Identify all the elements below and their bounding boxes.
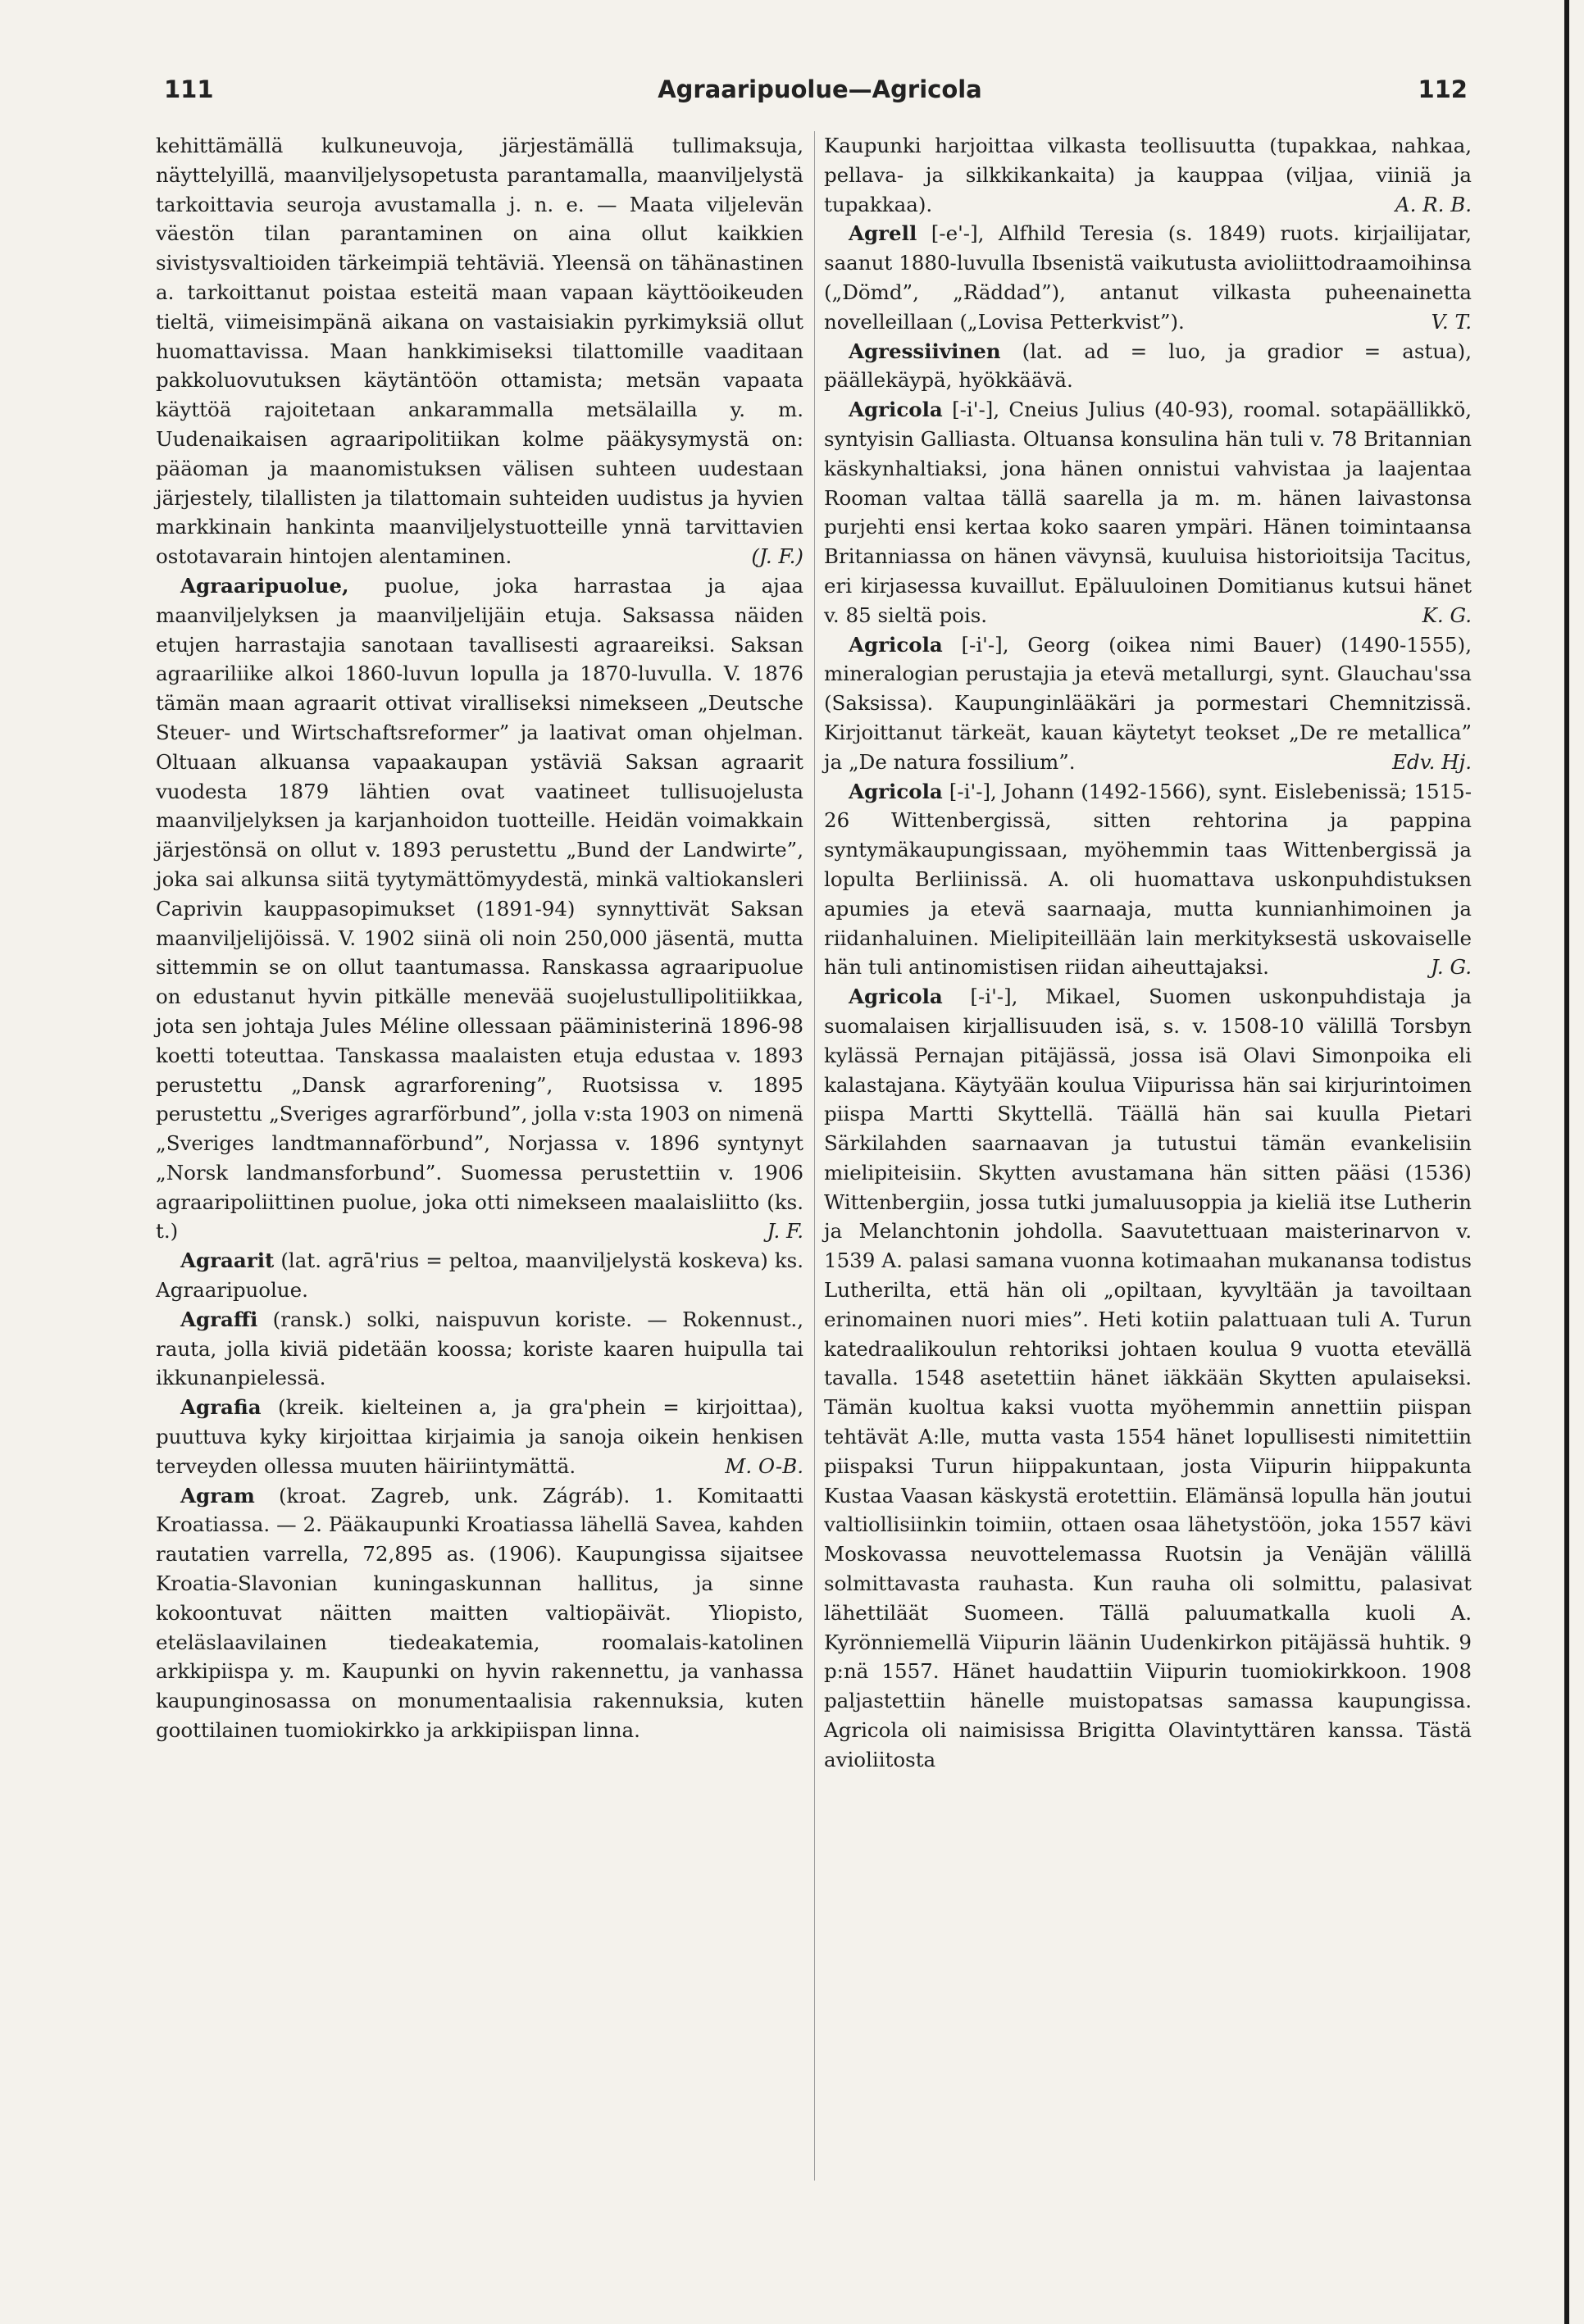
entry-text: puolue, joka harrastaa ja ajaa maanviljelyksen ja maanviljelijäin etuja. Saksassa näiden etujen harrastajia sanotaan tavallisesti agraareiksi. Saksan agraariliike alkoi 1860-luvun lopulla ja 1870-luvulla. V. 1876 tämän maan agraarit ottivat viralliseksi nimekseen „Deutsche Steuer- und Wirtschaftsreformer” ja laativat oman ohjelman. Oltuaan alkuansa vapaakaupan ystäviä Saksan agraarit vuodesta 1879 lähtien ovat vaatineet tullisuojelusta maanviljelyksen ja karjanhoidon tuotteille. Heidän voimakkain järjestönsä on ollut v. 1893 perustettu „Bund der Landwirte”, joka sai alkunsa siitä tyytymättömyydestä, minkä valtiokansleri Caprivin kauppasopimukset (1891-94) synnyttivät Saksan maanviljelijöissä. V. 1902 siinä oli noin 250,000 jäsentä, mutta sittemmin se on ollut taantumassa. Ranskassa agraaripuolue on edustanut hyvin pitkälle menevää suojelustullipolitiikkaa, jota sen johtaja Jules Méline ollessaan pääministerinä 1896-98 koetti toteuttaa. Tanskassa maalaisten etuja edustaa v. 1893 perustettu „Dansk agrarforening”, Ruotsissa v. 1895 perustettu „Sveriges agrarförbund”, jolla v:sta 1903 on nimenä „Sveriges landtmannaförbund”, Norjassa v. 1896 syntynyt „Norsk landmansforbund”. Suomessa perustettiin v. 1906 agraaripoliittinen puolue, joka otti nimekseen maalaisliitto (ks. t.) (156, 573, 803, 1244)
entry-headword: Agrell (849, 221, 917, 246)
entry-continuation (824, 131, 1472, 219)
entry-signature: K. G. (1422, 603, 1472, 627)
entry-text: kehittämällä kulkuneuvoja, järjestämällä tullimaksuja, näyttelyillä, maanviljelysopetusta parantamalla, maanviljelystä tarkoittavia seuroja avustamalla j. n. e. — Maata viljelevän väestön tilan parantaminen on aina ollut kaikkien sivistysvaltioiden tärkeimpiä tehtäviä. Yleensä on tähänastinen a. tarkoittanut poistaa esteitä maan vapaan käyttöoikeuden tieltä, viimeisimpänä aikana on vastaisiakin pyrkimyksiä ollut huomattavissa. Maan hankkimiseksi tilattomille vaaditaan pakkoluovutuksen käytäntöön ottamista; metsän vapaata käyttöä rajoitetaan ankarammalla metsälailla y. m. Uudenaikaisen agraaripolitiikan kolme pääkysymystä on: pääoman ja maanomistuksen välisen suhteen uudestaan järjestely, tilallisten ja tilattomain suhteiden uudistus ja hyvien markkinain hankinta maanviljelystuotteille ynnä tarvittavien ostotavarain hintojen alentaminen. (156, 134, 803, 569)
entry-agrafia (156, 1393, 803, 1480)
entry-text: [-i'-], Mikael, Suomen uskonpuhdistaja ja suomalaisen kirjallisuuden isä, s. v. 1508-10 välillä Torsbyn kylässä Pernajan pitäjässä, jossa isä Olavi Simonpoika eli kalastajana. Käytyään koulua Viipurissa hän sai kirjurintoimen piispa Martti Skyttellä. Täällä hän sai kuulla Pietari Särkilahden saarnaavan ja tutustui tämän evankelisiin mielipiteisiin. Skytten avustamana hän sitten pääsi (1536) Wittenbergiin, jossa tutki jumaluusoppia ja kieliä itse Lutherin ja Melanchtonin johdolla. Saavutettuaan maisterinarvon v. 1539 A. palasi samana vuonna kotimaahan mukanansa todistus Lutherilta, että hän oli „opiltaan, kyvyltään ja tavoiltaan erinomainen nuori mies”. Heti kotiin palattuaan tuli A. Turun katedraalikoulun rehtoriksi johtaen koulua 9 vuotta etevällä tavalla. 1548 asetettiin hänet iäkkään Skytten apulaiseksi. Tämän kuoltua kaksi vuotta myöhemmin annettiin piispan tehtävät A:lle, mutta vasta 1554 hänet lopullisesti nimitettiin piispaksi Turun hiippakuntaan, josta Viipurin hiippakunta Kustaa Vaasan käskystä erotettiin. Elämänsä lopulla hän joutui valtiollisiinkin toimiin, ottaen osaa lähetystöön, joka 1557 kävi Moskovassa neuvottelemassa Ruotsin ja Venäjän välillä solmittavasta rauhasta. Kun rauha oli solmittu, palasivat lähettiläät Suomeen. Tällä paluumatkalla kuoli A. Kyrönniemellä Viipurin läänin Uudenkirkon pitäjässä huhtik. 9 p:nä 1557. Hänet haudattiin Viipurin tuomiokirkkoon. 1908 paljastettiin hänelle muistopatsas samassa kaupungissa. Agricola oli naimisissa Brigitta Olavintyttären kanssa. Tästä avioliitosta (824, 985, 1472, 1771)
entry-agricola-johann (824, 777, 1472, 983)
entry-signature: (J. F.) (751, 544, 803, 569)
page-edge (1564, 0, 1569, 2324)
page-number-right: 112 (1418, 75, 1468, 103)
column-divider (814, 131, 815, 2181)
entry-headword: Agrafia (180, 1395, 262, 1420)
entry-agricola-georg (824, 630, 1472, 777)
entry-agram (156, 1481, 803, 1745)
entry-agraarit (156, 1246, 803, 1305)
entry-agrell (824, 219, 1472, 336)
entry-signature: M. O-B. (725, 1453, 803, 1478)
entry-signature: V. T. (1431, 309, 1472, 334)
entry-headword: Agricola (849, 632, 943, 657)
entry-signature: J. F. (767, 1219, 803, 1244)
entry-signature: J. G. (1431, 955, 1472, 980)
entry-headword: Agraffi (180, 1307, 258, 1331)
entry-agricola-mikael (824, 982, 1472, 1775)
entry-agressiivinen (824, 337, 1472, 396)
entry-agraffi (156, 1305, 803, 1393)
entry-headword: Agricola (849, 985, 943, 1009)
entry-signature: A. R. B. (1395, 192, 1472, 216)
entry-headword: Agressiivinen (849, 339, 1001, 363)
entry-headword: Agraaripuolue, (180, 573, 349, 598)
entry-continuation (156, 131, 803, 571)
running-title: Agraaripuolue—Agricola (658, 75, 982, 103)
entry-text: [-e'-], Alfhild Teresia (s. 1849) ruots. kirjailijatar, saanut 1880-luvulla Ibsenistä vaikutusta avioliittodraamoihinsa („Dömd”, „Räddad”), antanut vilkasta puheenainetta novelleillaan („Lovisa Petterkvist”). (824, 221, 1472, 334)
entry-text: (ransk.) solki, naispuvun koriste. — Rokennust., rauta, jolla kiviä pidetään koossa; koriste kaaren huipulla tai ikkunanpielessä. (156, 1307, 803, 1390)
right-column (824, 131, 1472, 1775)
entry-headword: Agricola (849, 398, 943, 422)
entry-text: [-i'-], Georg (oikea nimi Bauer) (1490-1555), mineralogian perustajia ja etevä metallurgi, synt. Glauchau'ssa (Saksissa). Kaupunginlääkäri ja pormestari Chemnitzissä. Kirjoittanut tärkeät, kauan käytetyt teokset „De re metallica” ja „De natura fossilium”. (824, 632, 1472, 774)
entry-text: [-i'-], Cneius Julius (40-93), roomal. sotapäällikkö, syntyisin Galliasta. Oltuansa konsulina hän tuli v. 78 Britannian käskynhaltiaksi, jona hänen onnistui vahvistaa ja laajentaa Rooman valtaa tällä saarella ja m. m. hänen laivastonsa purjehti ensi kertaa koko saaren ympäri. Hänen toimintaansa Britanniassa on hänen vävynsä, kuuluisa historioitsija Tacitus, eri kirjasessa kuvaillut. Epäluuloinen Domitianus kutsui hänet v. 85 sieltä pois. (824, 398, 1472, 627)
left-column (156, 131, 803, 1745)
entry-text: [-i'-], Johann (1492-1566), synt. Eislebenissä; 1515-26 Wittenbergissä, sitten rehtorina ja pappina syntymäkaupungissaan, myöhemmin taas Wittenbergissä ja lopulta Berliinissä. A. oli huomattava uskonpuhdistuksen apumies ja etevä saarnaaja, mutta kunnianhimoinen ja riidanhaluinen. Mielipiteillään lain merkityksestä uskovaiselle hän tuli antinomistisen riidan aiheuttajaksi. (824, 779, 1472, 980)
entry-headword: Agricola (849, 779, 943, 803)
entry-headword: Agraarit (180, 1248, 275, 1273)
entry-text: (lat. ad = luo, ja gradior = astua), päällekäypä, hyökkäävä. (824, 339, 1472, 393)
page-number-left: 111 (164, 75, 214, 103)
entry-text: (kreik. kielteinen a, ja gra'phein = kirjoittaa), puuttuva kyky kirjoittaa kirjaimia ja sanoja oikein henkisen terveyden ollessa muuten häiriintymättä. (156, 1395, 803, 1478)
entry-signature: Edv. Hj. (1392, 749, 1472, 774)
entry-agricola-cneius (824, 395, 1472, 630)
entry-agraaripuolue (156, 571, 803, 1246)
page-header (156, 64, 1484, 113)
entry-text: Kaupunki harjoittaa vilkasta teollisuutta (tupakkaa, nahkaa, pellava- ja silkkikankaita) ja kauppaa (viljaa, viiniä ja tupakkaa). (824, 134, 1472, 216)
entry-headword: Agram (180, 1483, 255, 1508)
entry-text: (lat. agrā'rius = peltoa, maanviljelystä koskeva) ks. Agraaripuolue. (156, 1248, 803, 1303)
entry-text: (kroat. Zagreb, unk. Zágráb). 1. Komitaatti Kroatiassa. — 2. Pääkaupunki Kroatiassa lähellä Savea, kahden rautatien varrella, 72,895 as. (1906). Kaupungissa sijaitsee Kroatia-Slavonian kuningaskunnan hallitus, ja sinne kokoontuvat näitten maitten valtiopäivät. Yliopisto, eteläslaavilainen tiedeakatemia, roomalais-katolinen arkkipiispa y. m. Kaupunki on hyvin rakennettu, ja vanhassa kaupunginosassa on monumentaalisia rakennuksia, kuten goottilainen tuomiokirkko ja arkkipiispan linna. (156, 1483, 803, 1743)
